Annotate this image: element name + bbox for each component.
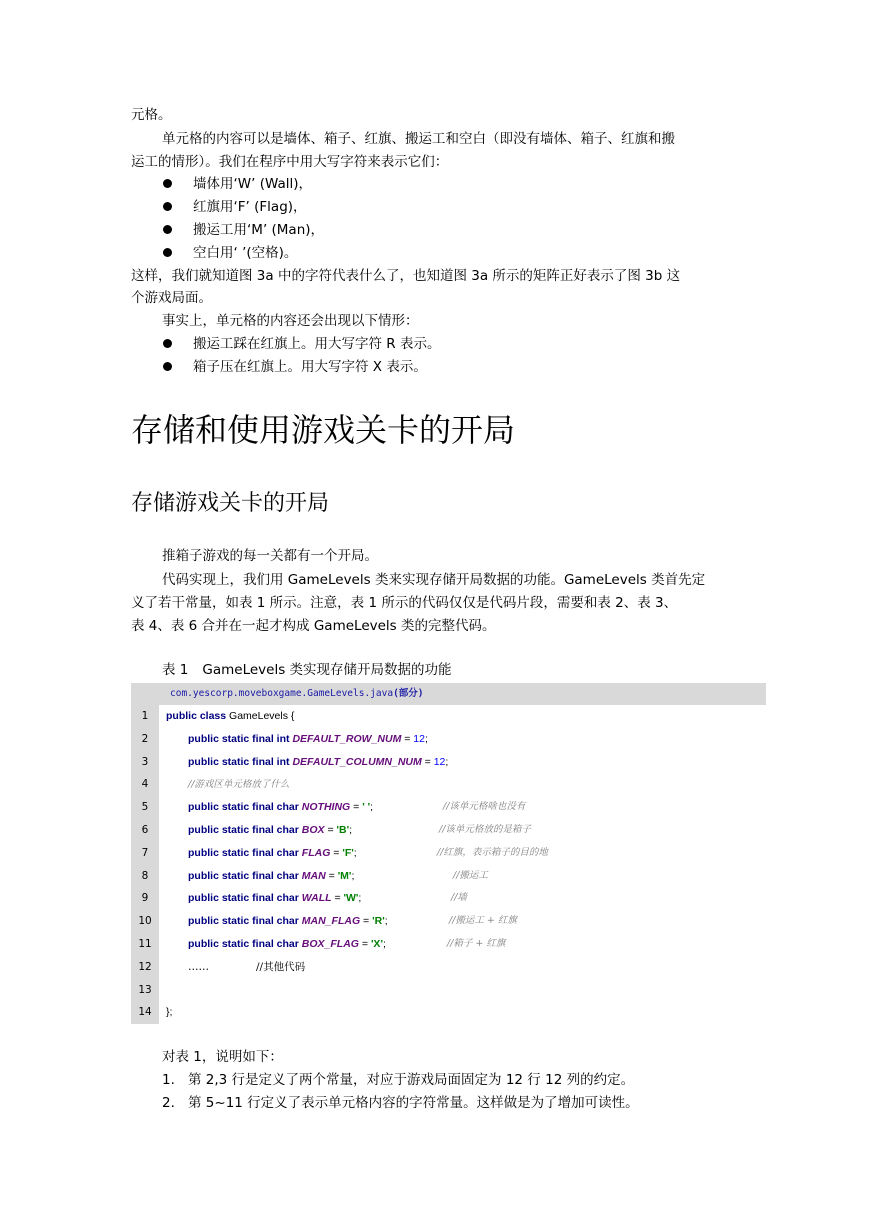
- code-keyword: public static final int: [188, 732, 290, 745]
- line-number: 5: [131, 796, 159, 819]
- code-line: [131, 1001, 766, 1024]
- table-caption-text: GameLevels 类实现存储开局数据的功能: [202, 662, 452, 678]
- body-paragraph-line: 表 4、表 6 合并在一起才构成 GameLevels 类的完整代码。: [131, 618, 496, 634]
- line-number: 9: [131, 887, 159, 910]
- bullet-icon: [163, 225, 172, 234]
- bullet-icon: [163, 339, 172, 348]
- code-class-name: GameLevels {: [229, 710, 295, 722]
- code-comment: //游戏区单元格放了什么: [188, 779, 290, 791]
- line-number: 14: [131, 1001, 159, 1024]
- code-constant: BOX_FLAG: [301, 937, 359, 950]
- code-char: 'M': [337, 869, 352, 882]
- code-constant: FLAG: [301, 846, 331, 859]
- code-line: [131, 956, 766, 979]
- code-comment: //该单元格放的是箱子: [439, 823, 531, 835]
- bullet-item: 箱子压在红旗上。用大写字符 X 表示。: [193, 359, 427, 375]
- bullet-item: 红旗用‘F’ (Flag)，: [193, 199, 307, 215]
- bullet-icon: [163, 179, 172, 188]
- code-line: [131, 773, 766, 796]
- code-keyword: public static final char: [188, 915, 299, 928]
- bullet-item: 搬运工踩在红旗上。用大写字符 R 表示。: [193, 336, 441, 352]
- code-keyword: public static final char: [188, 846, 299, 859]
- code-comment: //搬运工 + 红旗: [449, 915, 517, 927]
- code-keyword: public static final char: [188, 892, 299, 905]
- code-comment: //其他代码: [256, 960, 306, 973]
- code-char: 'B': [336, 823, 350, 836]
- bullet-icon: [163, 202, 172, 211]
- ordered-item-text: 第 5~11 行定义了表示单元格内容的字符常量。这样做是为了增加可读性。: [188, 1095, 639, 1111]
- code-line: 11 public static final char BOX_FLAG = 'X'; //箱子 + 红旗: [131, 933, 766, 956]
- table-caption-number: 表 1: [162, 662, 189, 678]
- code-constant: WALL: [301, 892, 332, 905]
- heading-2: 存储游戏关卡的开局: [131, 491, 330, 516]
- body-paragraph-line: 代码实现上，我们用 GameLevels 类来实现存储开局数据的功能。GameLevels 类首先定: [162, 572, 706, 588]
- code-constant: DEFAULT_ROW_NUM: [292, 732, 402, 745]
- code-char: 'F': [342, 846, 354, 859]
- bullet-item: 空白用‘ ’(空格)。: [193, 245, 298, 261]
- code-keyword: public static final char: [188, 869, 299, 882]
- code-file-part: (部分): [393, 688, 424, 699]
- code-char: ' ': [362, 801, 371, 814]
- code-char: 'W': [343, 892, 359, 905]
- code-constant: BOX: [301, 823, 325, 836]
- code-number: 12: [433, 755, 446, 768]
- code-table: [131, 683, 766, 1024]
- code-line: 6 public static final char BOX = 'B'; //该单元格放的是箱子: [131, 819, 766, 842]
- line-number: 13: [131, 979, 159, 1002]
- paragraph-line: 事实上，单元格的内容还会出现以下情形：: [162, 313, 419, 329]
- after-paragraph: 对表 1，说明如下：: [162, 1049, 283, 1065]
- table-caption: [162, 659, 452, 681]
- code-comment: //箱子 + 红旗: [447, 937, 506, 949]
- paragraph-line: 这样，我们就知道图 3a 中的字符代表什么了，也知道图 3a 所示的矩阵正好表示了图 3b 这: [131, 268, 681, 284]
- intro-paragraph-line1: 单元格的内容可以是墙体、箱子、红旗、搬运工和空白（即没有墙体、箱子、红旗和搬: [162, 131, 675, 147]
- code-file-name: com.yescorp.moveboxgame.GameLevels.java: [170, 688, 394, 699]
- code-constant: MAN_FLAG: [301, 915, 361, 928]
- code-comment: //墙: [451, 892, 467, 904]
- line-number: 8: [131, 865, 159, 888]
- code-keyword: public static final char: [188, 937, 299, 950]
- code-closing-brace: };: [166, 1006, 173, 1019]
- ordered-item-number: 1.: [162, 1072, 175, 1088]
- line-number: 7: [131, 842, 159, 865]
- code-keyword: public static final int: [188, 755, 290, 768]
- code-keyword: public static final char: [188, 801, 299, 814]
- code-line: 5 public static final char NOTHING = ' '; //该单元格啥也没有: [131, 796, 766, 819]
- line-number: 2: [131, 728, 159, 751]
- code-line: 9 public static final char WALL = 'W'; //墙: [131, 887, 766, 910]
- bullet-icon: [163, 362, 172, 371]
- code-number: 12: [413, 732, 425, 745]
- code-constant: DEFAULT_COLUMN_NUM: [292, 755, 422, 768]
- bullet-icon: [163, 248, 172, 257]
- bullet-item: 墙体用‘W’ (Wall)，: [193, 176, 313, 192]
- line-number: 6: [131, 819, 159, 842]
- line-number: 10: [131, 910, 159, 933]
- line-number: 4: [131, 773, 159, 796]
- ordered-item-text: 第 2,3 行是定义了两个常量，对应于游戏局面固定为 12 行 12 列的约定。: [188, 1072, 635, 1088]
- line-number: 1: [131, 705, 159, 728]
- heading-1: 存储和使用游戏关卡的开局: [131, 411, 516, 449]
- code-line: [131, 979, 766, 1002]
- paragraph-line: 个游戏局面。: [131, 290, 212, 306]
- code-constant: MAN: [301, 869, 326, 882]
- code-ellipsis: ……: [188, 960, 209, 973]
- line-number: 12: [131, 956, 159, 979]
- code-constant: NOTHING: [301, 801, 351, 814]
- intro-line: 元格。: [131, 107, 172, 123]
- code-comment: //该单元格啥也没有: [443, 801, 526, 813]
- body-paragraph-line: 义了若干常量，如表 1 所示。注意，表 1 所示的代码仅仅是代码片段，需要和表 2、表 3、: [131, 595, 678, 611]
- code-char: 'R': [372, 915, 385, 928]
- code-keyword: public class: [166, 710, 227, 722]
- code-line: 7 public static final char FLAG = 'F'; //红旗，表示箱子的目的地: [131, 842, 766, 865]
- code-keyword: public static final char: [188, 823, 299, 836]
- bullet-item: 搬运工用‘M’ (Man)，: [193, 222, 325, 238]
- code-line: 8 public static final char MAN = 'M'; //搬运工: [131, 865, 766, 888]
- code-comment: //红旗，表示箱子的目的地: [437, 846, 548, 858]
- line-number: 11: [131, 933, 159, 956]
- code-comment: //搬运工: [453, 869, 488, 881]
- code-line: 10 public static final char MAN_FLAG = 'R'; //搬运工 + 红旗: [131, 910, 766, 933]
- code-char: 'X': [370, 937, 383, 950]
- code-line: 3 public static final int DEFAULT_COLUMN_NUM = 12;: [131, 751, 766, 774]
- ordered-item-number: 2.: [162, 1095, 175, 1111]
- code-table-header: [131, 683, 766, 705]
- body-paragraph: 推箱子游戏的每一关都有一个开局。: [162, 548, 378, 564]
- code-line: 2 public static final int DEFAULT_ROW_NUM = 12;: [131, 728, 766, 751]
- line-number: 3: [131, 751, 159, 774]
- code-line: [131, 705, 766, 728]
- intro-paragraph-line2: 运工的情形）。我们在程序中用大写字符来表示它们：: [131, 154, 449, 170]
